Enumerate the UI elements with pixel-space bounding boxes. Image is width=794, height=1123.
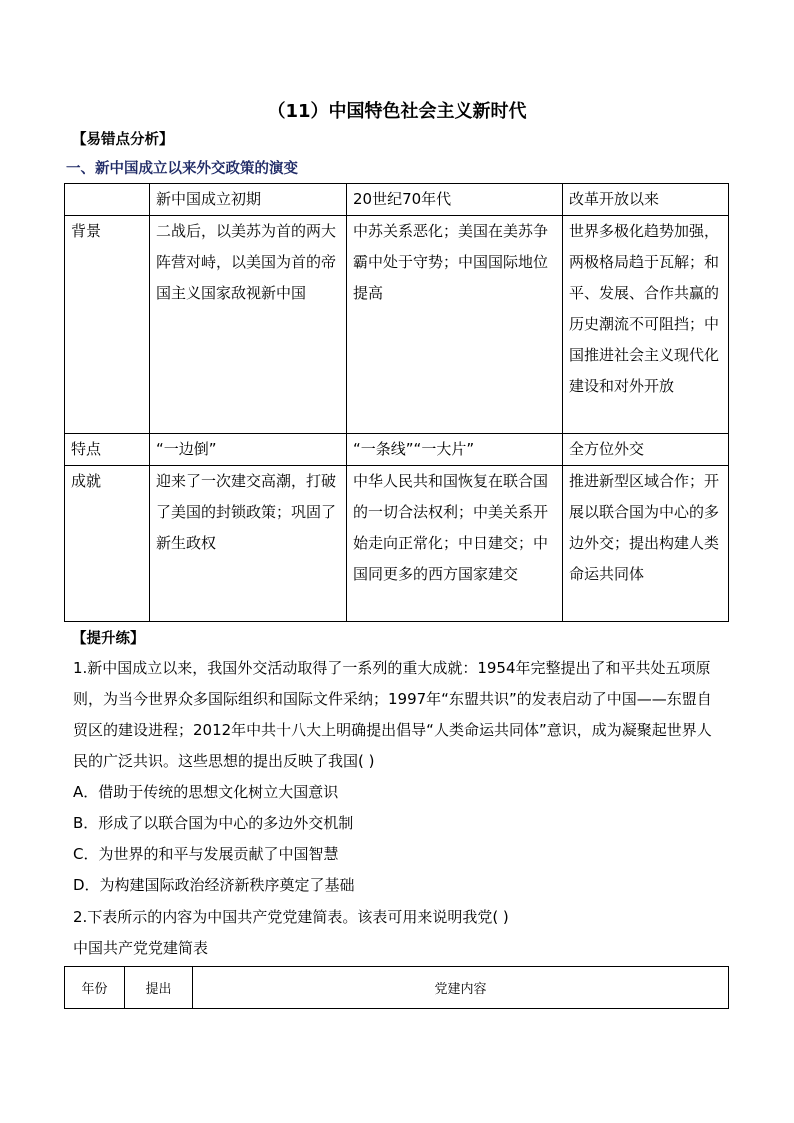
table-header-row [65,967,729,1009]
page-title: （11）中国特色社会主义新时代 [267,101,527,122]
party-building-table [64,966,729,1009]
table-cell: 特点 [65,434,150,466]
table-row [65,216,729,434]
table-cell: “一条线”“一大片” [347,434,563,466]
question-2-caption: 中国共产党党建简表 [73,939,209,957]
table-header-row [65,184,729,216]
table-cell [65,184,150,216]
section-practice: 【提升练】 [72,631,145,647]
table-cell: 年份 [65,967,125,1009]
table-cell: 提出 [125,967,193,1009]
table-cell: 世界多极化趋势加强，两极格局趋于瓦解；和平、发展、合作共赢的历史潮流不可阻挡；中国推进社会主义现代化建设和对外开放 [563,216,729,434]
table-cell: 成就 [65,466,150,622]
table-cell: 改革开放以来 [563,184,729,216]
table-cell: 中苏关系恶化；美国在美苏争霸中处于守势；中国国际地位提高 [347,216,563,434]
question-1-option-d: D．为构建国际政治经济新秩序奠定了基础 [73,876,355,894]
section-error-analysis: 【易错点分析】 [72,132,174,148]
table-cell: 新中国成立初期 [150,184,347,216]
table-cell: “一边倒” [150,434,347,466]
question-1-stem: 1.新中国成立以来，我国外交活动取得了一系列的重大成就：1954年完整提出了和平共处五项原则，为当今世界众多国际组织和国际文件采纳；1997年“东盟共识”的发表启动了中国——东盟自贸区的建设进程；2012年中共十八大上明确提出倡导“人类命运共同体”意识，成为凝聚起世界人民的广泛共识。这些思想的提出反映了我国( ) [73,659,712,770]
table-cell: 20世纪70年代 [347,184,563,216]
diplomacy-table [64,183,729,622]
table-cell: 二战后，以美苏为首的两大阵营对峙，以美国为首的帝国主义国家敌视新中国 [150,216,347,434]
table-cell: 中华人民共和国恢复在联合国的一切合法权利；中美关系开始走向正常化；中日建交；中国同更多的西方国家建交 [347,466,563,622]
table-cell: 迎来了一次建交高潮，打破了美国的封锁政策；巩固了新生政权 [150,466,347,622]
heading-diplomacy-evolution: 一、新中国成立以来外交政策的演变 [66,161,298,177]
table-row [65,434,729,466]
table-cell: 背景 [65,216,150,434]
table-cell: 推进新型区域合作；开展以联合国为中心的多边外交；提出构建人类命运共同体 [563,466,729,622]
question-2-stem: 2.下表所示的内容为中国共产党党建简表。该表可用来说明我党( ) [73,908,509,926]
question-1-option-a: A．借助于传统的思想文化树立大国意识 [73,783,339,801]
question-1-option-b: B．形成了以联合国为中心的多边外交机制 [73,814,354,832]
question-1-option-c: C．为世界的和平与发展贡献了中国智慧 [73,845,339,863]
table-cell: 党建内容 [193,967,729,1009]
table-cell: 全方位外交 [563,434,729,466]
table-row [65,466,729,622]
